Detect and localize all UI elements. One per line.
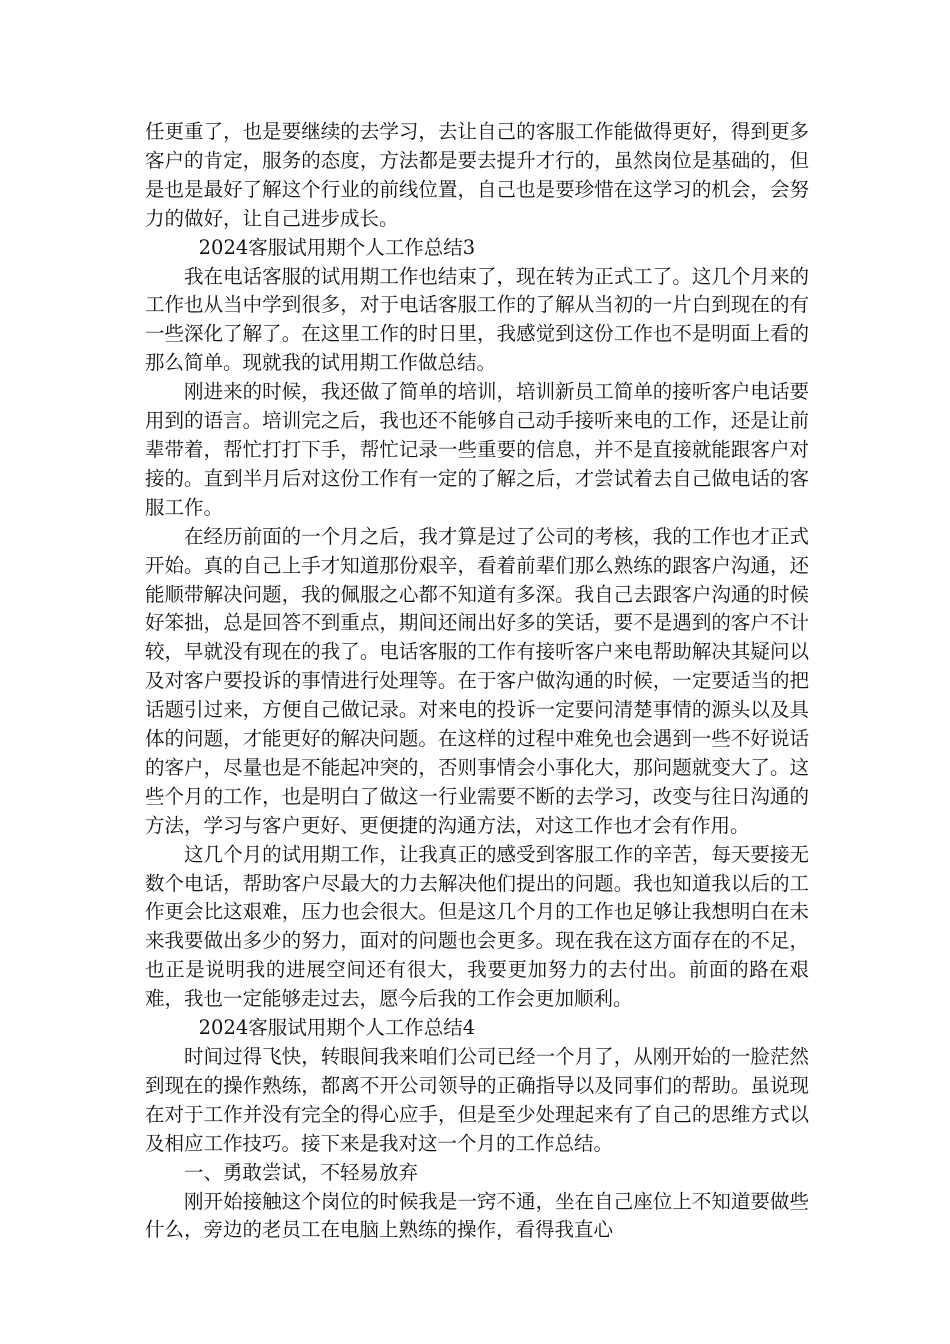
paragraph: 在经历前面的一个月之后，我才算是过了公司的考核，我的工作也才正式开始。真的自己上手才知道那份艰辛，看着前辈们那么熟练的跟客户沟通，还能顺带解决问题，我的佩服之心都不知道有多深。我自己去跟客户沟通的时候好笨拙，总是回答不到重点，期间还闹出好多的笑话，要不是遇到的客户不计较，早就没有现在的我了。电话客服的工作有接听客户来电帮助解决其疑问以及对客户要投诉的事情进行处理等。在于客户做沟通的时候，一定要适当的把话题引过来，方便自己做记录。对来电的投诉一定要问清楚事情的源头以及具体的问题，才能更好的解决问题。在这样的过程中难免也会遇到一些不好说话的客户，尽量也是不能起冲突的，否则事情会小事化大，那问题就变大了。这些个月的工作，也是明白了做这一行业需要不断的去学习，改变与往日沟通的方法，学习与客户更好、更便捷的沟通方法，对这工作也才会有作用。	[145, 524, 809, 837]
section-heading-4: 2024客服试用期个人工作总结4	[198, 1016, 476, 1040]
paragraph: 这几个月的试用期工作，让我真正的感受到客服工作的辛苦，每天要接无数个电话，帮助客户尽最大的力去解决他们提出的问题。我也知道我以后的工作更会比这艰难，压力也会很大。但是这几个月的工作也足够让我想明白在未来我要做出多少的努力，面对的问题也会更多。现在我在这方面存在的不足，也正是说明我的进展空间还有很大，我要更加努力的去付出。前面的路在艰难，我也一定能够走过去，愿今后我的工作会更加顺利。	[145, 842, 809, 1011]
subheading: 一、勇敢尝试，不轻易放弃	[184, 1160, 419, 1184]
paragraph: 刚进来的时候，我还做了简单的培训，培训新员工简单的接听客户电话要用到的语言。培训完之后，我也还不能够自己动手接听来电的工作，还是让前辈带着，帮忙打打下手，帮忙记录一些重要的信息，并不是直接就能跟客户对接的。直到半月后对这份工作有一定的了解之后，才尝试着去自己做电话的客服工作。	[145, 380, 809, 519]
paragraph-continuation: 任更重了，也是要继续的去学习，去让自己的客服工作能做得更好，得到更多客户的肯定，服务的态度，方法都是要去提升才行的，虽然岗位是基础的，但是也是最好了解这个行业的前线位置，自己也是要珍惜在这学习的机会，会努力的做好，让自己进步成长。	[145, 120, 809, 230]
section-heading-3: 2024客服试用期个人工作总结3	[198, 235, 476, 259]
document-body	[145, 118, 809, 1245]
paragraph: 时间过得飞快，转眼间我来咱们公司已经一个月了，从刚开始的一脸茫然到现在的操作熟练，都离不开公司领导的正确指导以及同事们的帮助。虽说现在对于工作并没有完全的得心应手，但是至少处理起来有了自己的思维方式以及相应工作技巧。接下来是我对这一个月的工作总结。	[145, 1045, 809, 1155]
paragraph: 我在电话客服的试用期工作也结束了，现在转为正式工了。这几个月来的工作也从当中学到很多，对于电话客服工作的了解从当初的一片白到现在的有一些深化了解了。在这里工作的时日里，我感觉到这份工作也不是明面上看的那么简单。现就我的试用期工作做总结。	[145, 264, 809, 375]
paragraph: 刚开始接触这个岗位的时候我是一窍不通，坐在自己座位上不知道要做些什么，旁边的老员工在电脑上熟练的操作，看得我直心	[145, 1189, 809, 1242]
